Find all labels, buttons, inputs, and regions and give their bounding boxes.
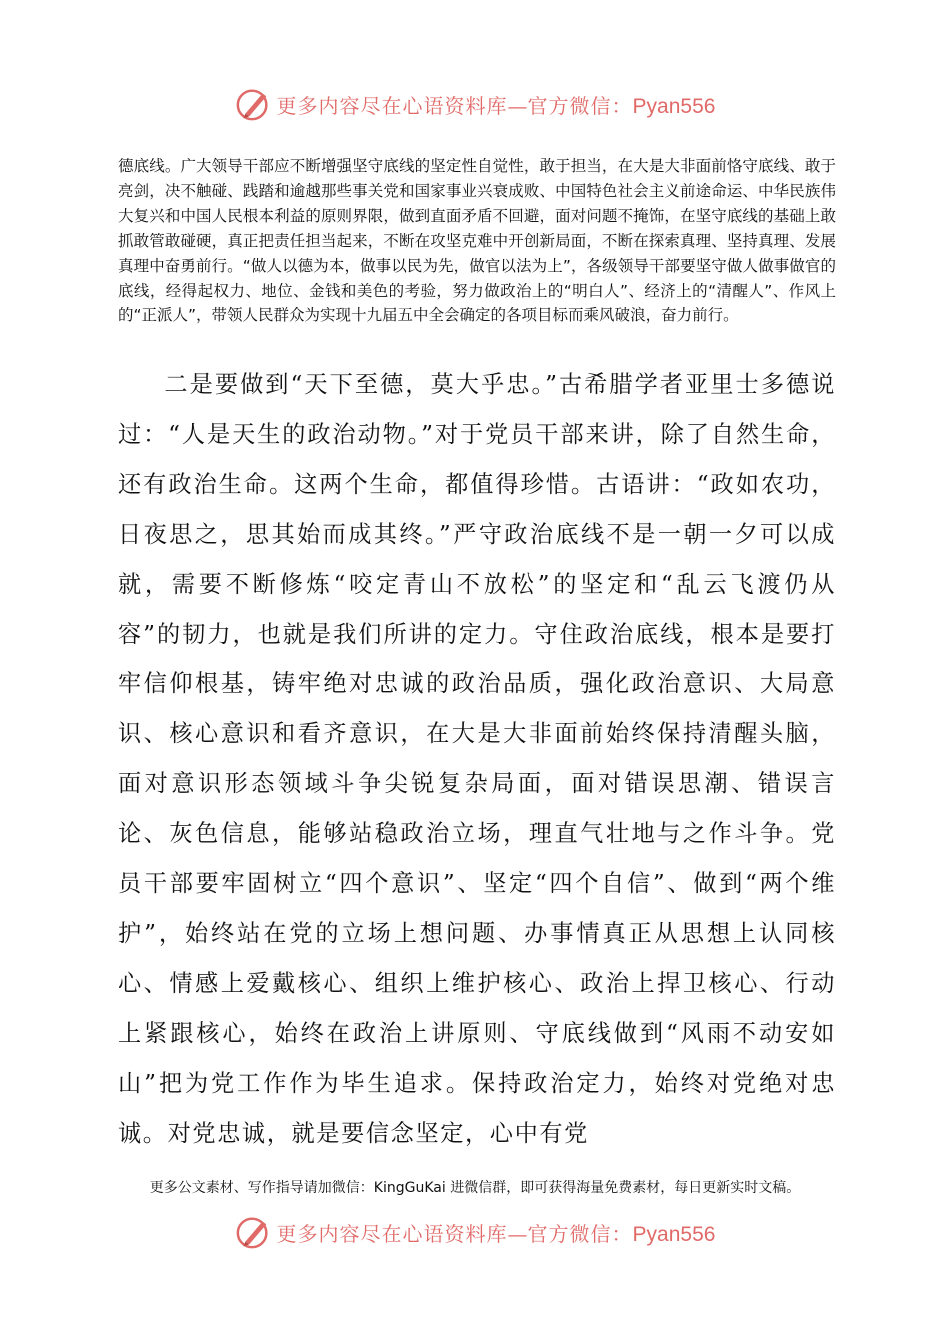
header-banner: [0, 82, 950, 126]
body-paragraph-1: 德底线。广大领导干部应不断增强坚守底线的坚定性自觉性，敢于担当，在大是大非面前恪守底线、敢于亮剑，决不触碰、践踏和逾越那些事关党和国家事业兴衰成败、中国特色社会主义前途命运、中华民族伟大复兴和中国人民根本利益的原则界限，做到直面矛盾不回避，面对问题不掩饰，在坚守底线的基础上敢抓敢管敢碰硬，真正把责任担当起来，不断在攻坚克难中开创新局面，不断在探索真理、坚持真理、发展真理中奋勇前行。“做人以德为本，做事以民为先，做官以法为上”，各级领导干部要坚守做人做事做官的底线，经得起权力、地位、金钱和美色的考验，努力做政治上的“明白人”、经济上的“清醒人”、作风上的“正派人”，带领人民群众为实现十九届五中全会确定的各项目标而乘风破浪，奋力前行。: [118, 157, 836, 325]
footer-note: 更多公文素材、写作指导请加微信：KingGuKai 进微信群，即可获得海量免费素材，每日更新实时文稿。: [149, 1180, 801, 1196]
banner-separator: —: [507, 1221, 528, 1246]
footer-banner: [0, 1210, 950, 1254]
banner-title: 更多内容尽在心语资料库: [276, 1221, 508, 1246]
banner-official-label: 官方微信：: [527, 93, 633, 118]
banner-title: 更多内容尽在心语资料库: [276, 93, 508, 118]
banner-official-label: 官方微信：: [527, 1221, 633, 1246]
banner-wechat-id: Pyan556: [632, 1222, 716, 1246]
pen-circle-icon: [235, 85, 273, 123]
banner-wechat-id: Pyan556: [632, 94, 716, 118]
pen-circle-icon: [235, 1213, 273, 1251]
body-paragraph-2: 二是要做到“天下至德，莫大乎忠。”古希腊学者亚里士多德说过：“人是天生的政治动物。”对于党员干部来讲，除了自然生命，还有政治生命。这两个生命，都值得珍惜。古语讲：“政如农功，日夜思之，思其始而成其终。”严守政治底线不是一朝一夕可以成就，需要不断修炼“咬定青山不放松”的坚定和“乱云飞渡仍从容”的韧力，也就是我们所讲的定力。守住政治底线，根本是要打牢信仰根基，铸牢绝对忠诚的政治品质，强化政治意识、大局意识、核心意识和看齐意识，在大是大非面前始终保持清醒头脑，面对意识形态领域斗争尖锐复杂局面，面对错误思潮、错误言论、灰色信息，能够站稳政治立场，理直气壮地与之作斗争。党员干部要牢固树立“四个意识”、坚定“四个自信”、做到“两个维护”，始终站在党的立场上想问题、办事情真正从思想上认同核心、情感上爱戴核心、组织上维护核心、政治上捍卫核心、行动上紧跟核心，始终在政治上讲原则、守底线做到“风雨不动安如山”把为党工作作为毕生追求。保持政治定力，始终对党绝对忠诚。对党忠诚，就是要信念坚定，心中有党: [118, 371, 836, 1147]
banner-separator: —: [507, 93, 528, 118]
